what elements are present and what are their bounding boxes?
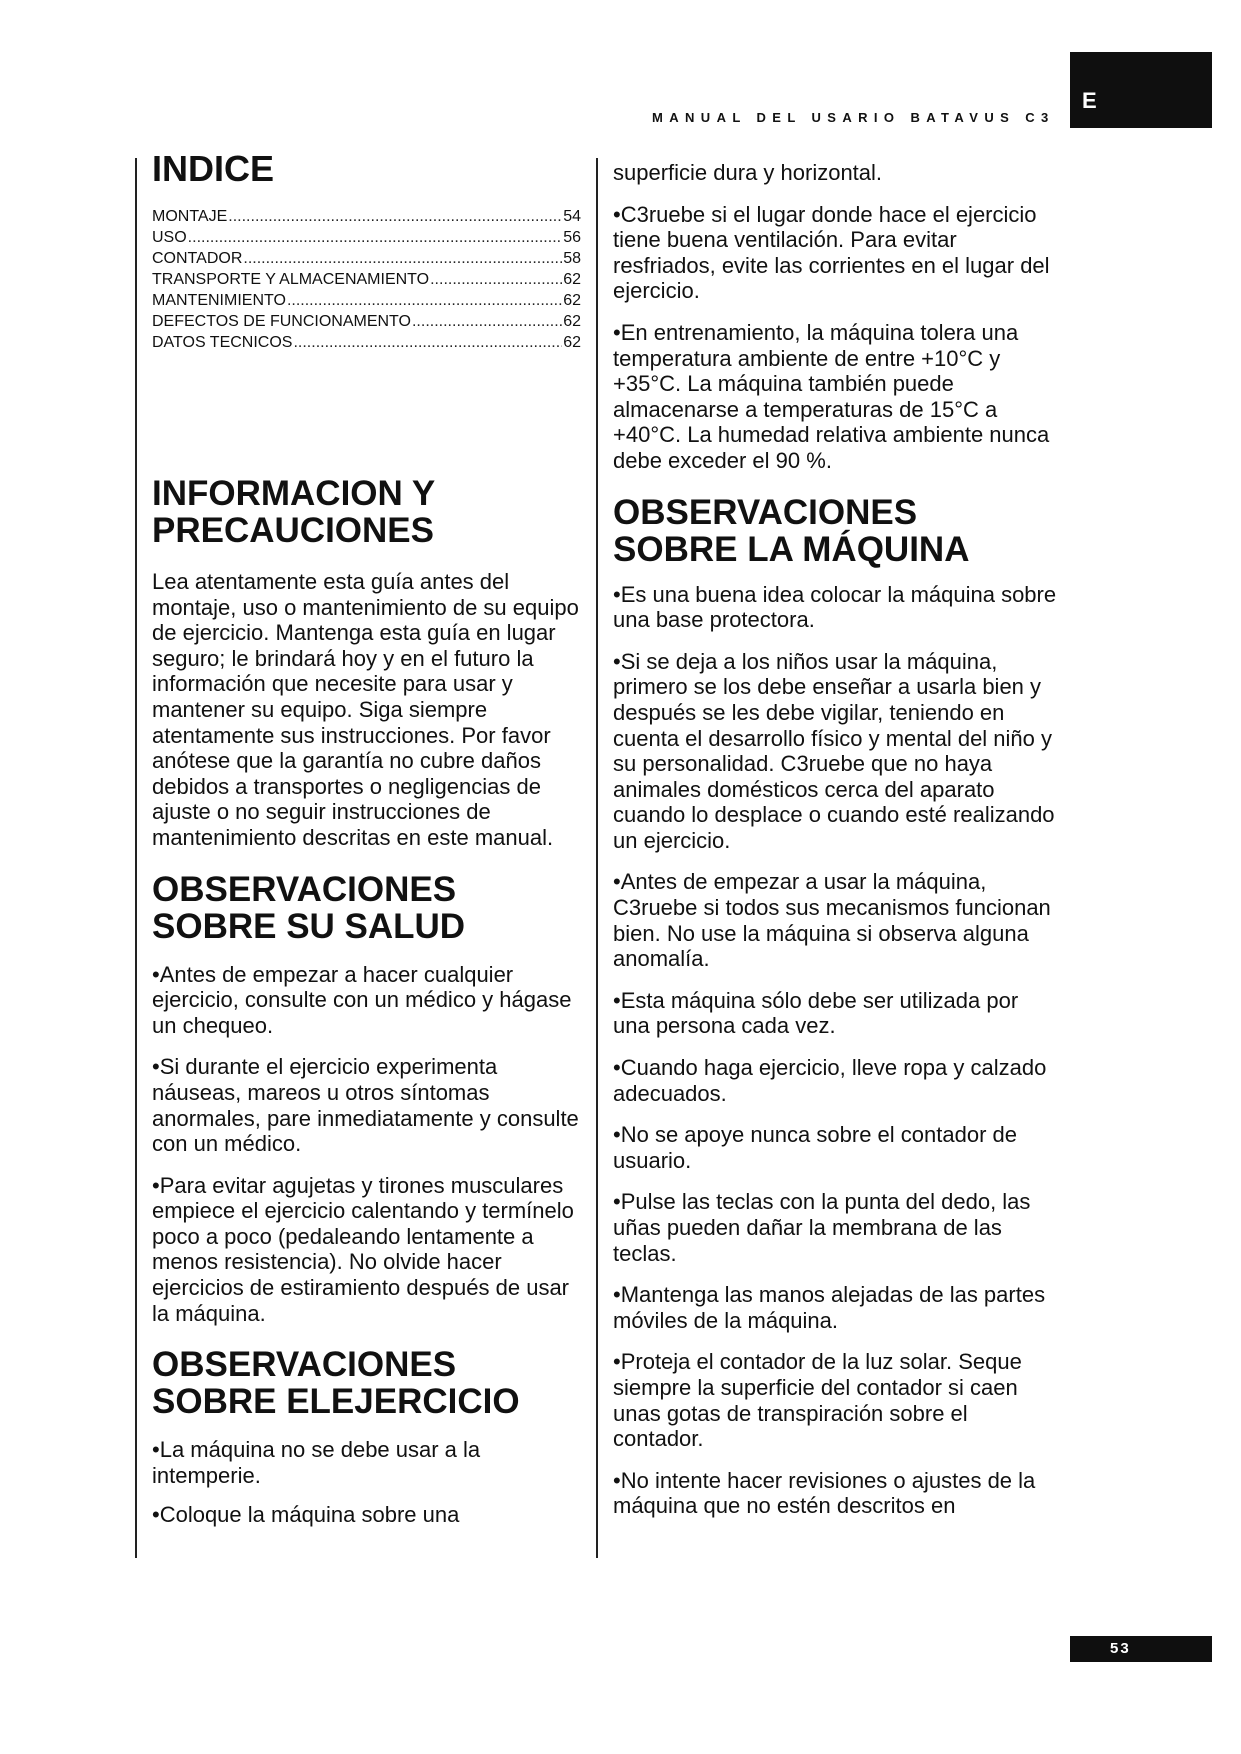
maquina-bullet: • No se apoye nunca sobre el contador de usuario. <box>613 1122 1058 1173</box>
left-column-rule <box>135 158 137 1558</box>
toc-entry-uso[interactable]: USO ..... 56 <box>152 227 581 248</box>
maquina-bullet: • Pulse las teclas con la punta del dedo, las uñas pueden dañar la membrana de las teclas. <box>613 1189 1058 1266</box>
info-heading: INFORMACION Y PRECAUCIONES <box>152 474 436 550</box>
toc-entry-montaje[interactable]: MONTAJE ..... 54 <box>152 206 581 227</box>
ejercicio-bullet: • Coloque la máquina sobre una <box>152 1502 592 1528</box>
salud-section <box>152 871 592 1327</box>
index-heading: INDICE <box>152 148 275 189</box>
ejercicio-bullet: • En entrenamiento, la máquina tolera una temperatura ambiente de entre +10°C y +35°C. La máquina también puede almacenarse a temperaturas de 15°C a +40°C. La humedad relativa ambiente nunca debe exceder el 90 %. <box>613 320 1058 474</box>
toc-entry-transporte[interactable]: TRANSPORTE Y ALMACENAMIENTO ..... 62 <box>152 269 581 290</box>
salud-bullet: • Si durante el ejercicio experimenta náuseas, mareos u otros síntomas anormales, pare inmediatamente y consulte con un médico. <box>152 1054 592 1156</box>
info-section <box>152 475 592 851</box>
maquina-bullet: • Si se deja a los niños usar la máquina, primero se los debe enseñar a usarla bien y después se les debe vigilar, teniendo en cuenta el desarrollo físico y mental del niño y su personalidad. C3ruebe que no haya animales domésticos cerca del aparato cuando lo desplace o cuando esté realizando un ejercicio. <box>613 649 1058 854</box>
language-tab <box>1070 52 1212 128</box>
maquina-bullet: • Cuando haga ejercicio, lleve ropa y calzado adecuados. <box>613 1055 1058 1106</box>
ejercicio-bullet: • C3ruebe si el lugar donde hace el ejercicio tiene buena ventilación. Para evitar resfriados, evite las corrientes en el lugar del ejercicio. <box>613 202 1058 304</box>
salud-bullet: • Para evitar agujetas y tirones musculares empiece el ejercicio calentando y termínelo poco a poco (pedaleando lentamente a menos resistencia). No olvide hacer ejercicios de estiramiento después de usar la máquina. <box>152 1173 592 1327</box>
salud-heading: OBSERVACIONES SOBRE SU SALUD <box>152 869 466 946</box>
maquina-bullet: • Esta máquina sólo debe ser utilizada por una persona cada vez. <box>613 988 1058 1039</box>
maquina-bullet: • Proteja el contador de la luz solar. Seque siempre la superficie del contador si caen unas gotas de transpiración sobre el contador. <box>613 1349 1058 1451</box>
right-column <box>613 160 1058 1519</box>
page-number: 53 <box>1110 1640 1131 1657</box>
maquina-bullet: • Mantenga las manos alejadas de las partes móviles de la máquina. <box>613 1282 1058 1333</box>
running-header-title: MANUAL DEL USARIO BATAVUS C3 <box>652 110 1055 125</box>
maquina-bullet: • No intente hacer revisiones o ajustes de la máquina que no estén descritos en <box>613 1468 1058 1519</box>
maquina-section <box>613 494 1058 1519</box>
ejercicio-bullet: • La máquina no se debe usar a la intemperie. <box>152 1437 592 1488</box>
table-of-contents <box>152 206 592 353</box>
salud-bullet: • Antes de empezar a hacer cualquier ejercicio, consulte con un médico y hágase un chequeo. <box>152 962 592 1039</box>
language-tab-label: E <box>1082 88 1097 113</box>
info-body: Lea atentamente esta guía antes del montaje, uso o mantenimiento de su equipo de ejercicio. Mantenga esta guía en lugar seguro; le brindará hoy y en el futuro la información que necesite para usar y mantener su equipo. Siga siempre atentamente sus instrucciones. Por favor anótese que la garantía no cubre daños debidos a transportes o negligencias de ajuste o no seguir instrucciones de mantenimiento descritas en este manual. <box>152 569 579 850</box>
ejercicio-heading: OBSERVACIONES SOBRE ELEJERCICIO <box>152 1345 520 1422</box>
toc-entry-defectos[interactable]: DEFECTOS DE FUNCIONAMENTO ..... 62 <box>152 311 581 332</box>
center-column-rule <box>596 158 598 1558</box>
maquina-bullet: • Antes de empezar a usar la máquina, C3ruebe si todos sus mecanismos funcionan bien. No use la máquina si observa alguna anomalía. <box>613 869 1058 971</box>
maquina-heading: OBSERVACIONES SOBRE LA MÁQUINA <box>613 492 970 569</box>
ejercicio-section <box>152 1346 592 1528</box>
toc-entry-contador[interactable]: CONTADOR ..... 58 <box>152 248 581 269</box>
left-column <box>152 150 592 1528</box>
toc-entry-datos[interactable]: DATOS TECNICOS ..... 62 <box>152 332 581 353</box>
page-number-bar <box>1070 1636 1212 1662</box>
ejercicio-continuation: superficie dura y horizontal. <box>613 160 883 185</box>
toc-entry-mantenimiento[interactable]: MANTENIMIENTO ..... 62 <box>152 290 581 311</box>
maquina-bullet: • Es una buena idea colocar la máquina sobre una base protectora. <box>613 582 1058 633</box>
